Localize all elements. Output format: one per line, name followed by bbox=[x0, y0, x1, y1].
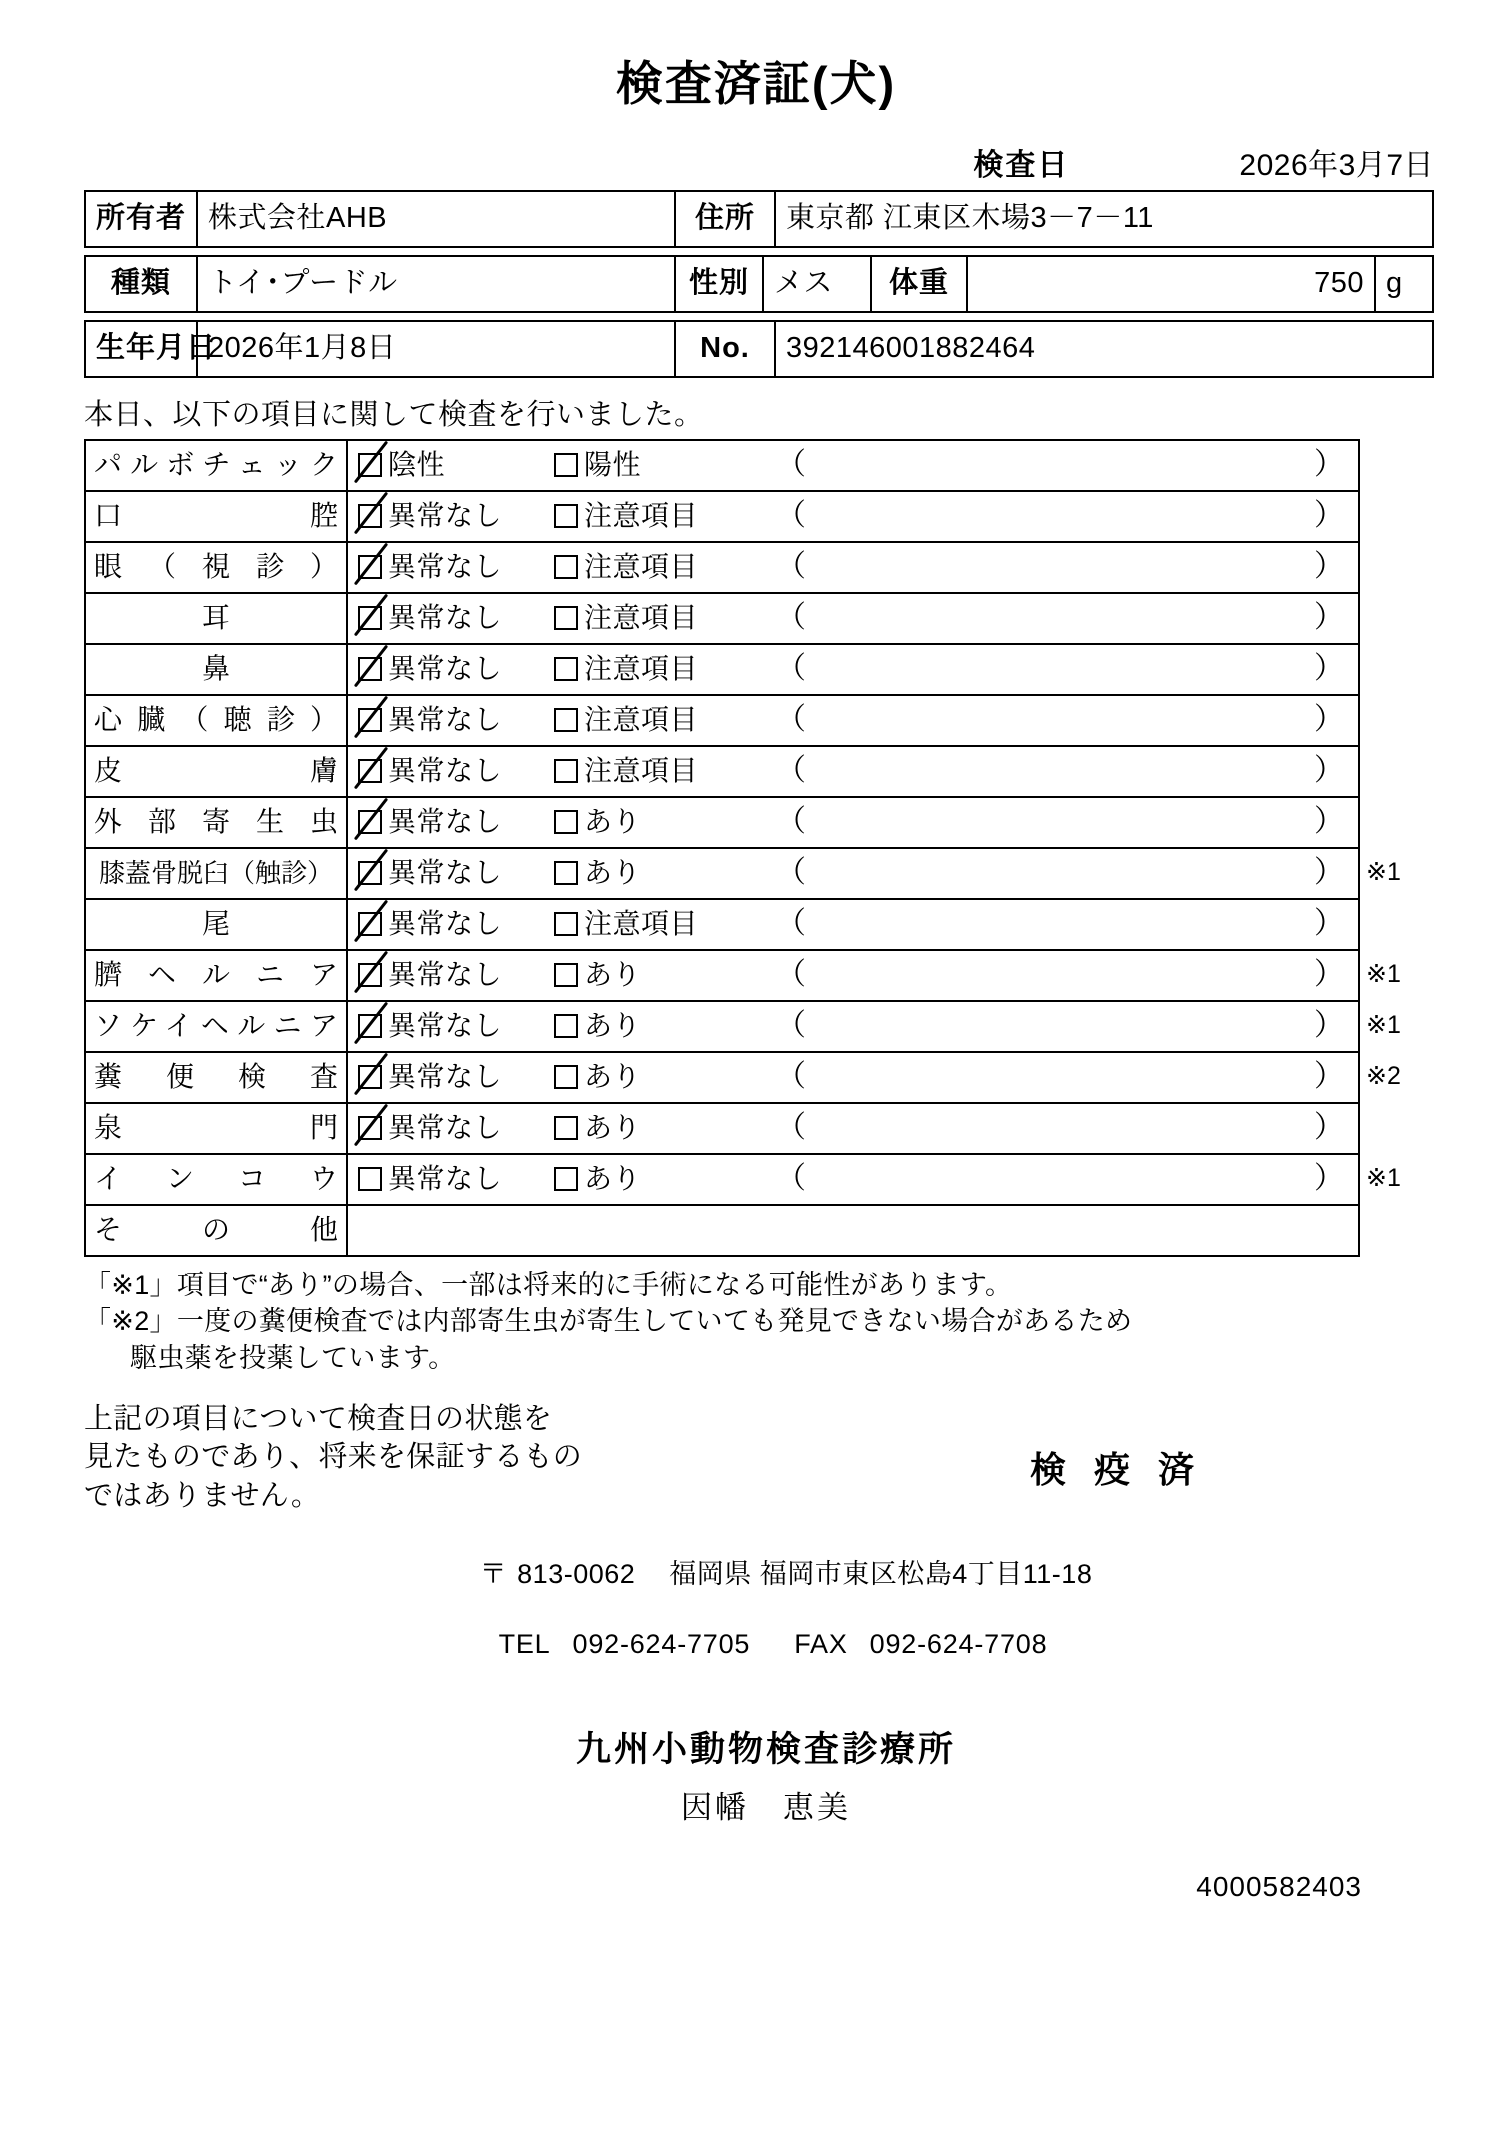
paren-open: （ bbox=[776, 601, 806, 635]
footnote-marker: ※1 bbox=[1366, 1163, 1401, 1192]
checkbox-icon[interactable] bbox=[554, 963, 578, 987]
checklist-item-options bbox=[347, 1154, 1359, 1205]
checklist-row bbox=[85, 797, 1359, 848]
checklist-item-options bbox=[347, 797, 1359, 848]
footnote-marker bbox=[1366, 490, 1476, 541]
option-abnormal[interactable] bbox=[554, 502, 776, 530]
option-normal[interactable] bbox=[358, 502, 554, 530]
checklist-item-label: 外部寄生虫 bbox=[85, 797, 347, 848]
option-label: あり bbox=[584, 959, 642, 991]
paren-open: （ bbox=[776, 703, 806, 737]
owner-value: 株式会社AHB bbox=[197, 191, 675, 247]
footnote-1: 「※1」項目で“あり”の場合、一部は将来的に手術になる可能性があります。 bbox=[84, 1269, 1013, 1300]
option-abnormal[interactable] bbox=[554, 451, 776, 479]
option-label: 異常なし bbox=[388, 959, 503, 991]
sex-label: 性別 bbox=[675, 256, 763, 312]
checkbox-icon[interactable] bbox=[554, 504, 578, 528]
clinic-zip: 813-0062 bbox=[517, 1559, 636, 1589]
remarks-field[interactable] bbox=[776, 501, 1358, 531]
option-normal[interactable] bbox=[358, 961, 554, 989]
footnote-marker bbox=[1366, 694, 1476, 745]
checklist-item-options bbox=[347, 644, 1359, 695]
checklist-item-options bbox=[347, 491, 1359, 542]
owner-label: 所有者 bbox=[85, 191, 197, 247]
checklist-item-label: 心臓（聴診） bbox=[85, 695, 347, 746]
checklist-row bbox=[85, 848, 1359, 899]
checklist-row bbox=[85, 1103, 1359, 1154]
option-normal[interactable] bbox=[358, 553, 554, 581]
option-label: あり bbox=[584, 1112, 642, 1144]
checkbox-icon[interactable] bbox=[554, 606, 578, 630]
option-label: あり bbox=[584, 857, 642, 889]
footnote-marker bbox=[1366, 541, 1476, 592]
remarks-field[interactable] bbox=[776, 909, 1358, 939]
option-label: 異常なし bbox=[388, 704, 503, 736]
paren-close: ） bbox=[1314, 652, 1344, 686]
footnote-marker bbox=[1366, 1102, 1476, 1153]
checklist-item-label: 臍ヘルニア bbox=[85, 950, 347, 1001]
checkbox-checked-icon[interactable] bbox=[358, 912, 382, 936]
checklist-row-other bbox=[85, 1205, 1359, 1256]
paren-close: ） bbox=[1314, 1162, 1344, 1196]
paren-close: ） bbox=[1314, 1060, 1344, 1094]
option-abnormal[interactable] bbox=[554, 1165, 776, 1193]
disclaimer-line-3: ではありません。 bbox=[84, 1479, 321, 1512]
footnote-marker: ※1 bbox=[1366, 959, 1401, 988]
remarks-field[interactable] bbox=[776, 552, 1358, 582]
checklist-item-options bbox=[347, 1103, 1359, 1154]
remarks-field[interactable] bbox=[776, 756, 1358, 786]
option-label: 注意項目 bbox=[584, 704, 699, 736]
paren-open: （ bbox=[776, 856, 806, 890]
weight-label: 体重 bbox=[871, 256, 967, 312]
checklist-item-options bbox=[347, 542, 1359, 593]
remarks-field[interactable] bbox=[776, 1011, 1358, 1041]
checklist-item-options bbox=[347, 1052, 1359, 1103]
animal-table bbox=[84, 255, 1434, 313]
option-normal[interactable] bbox=[358, 757, 554, 785]
paren-open: （ bbox=[776, 958, 806, 992]
address-label: 住所 bbox=[675, 191, 775, 247]
checklist-row bbox=[85, 491, 1359, 542]
breed-label: 種類 bbox=[85, 256, 197, 312]
remarks-field[interactable] bbox=[776, 1062, 1358, 1092]
paren-open: （ bbox=[776, 754, 806, 788]
footnote-2: 「※2」一度の糞便検査では内部寄生虫が寄生していても発見できない場合があるため bbox=[84, 1306, 1133, 1337]
checklist-item-label: パルボチェック bbox=[85, 440, 347, 491]
checkbox-icon[interactable] bbox=[554, 1167, 578, 1191]
checkbox-checked-icon[interactable] bbox=[358, 708, 382, 732]
option-label: 異常なし bbox=[388, 1163, 503, 1195]
option-label: 異常なし bbox=[388, 602, 503, 634]
option-abnormal[interactable] bbox=[554, 1012, 776, 1040]
table-row bbox=[85, 321, 1433, 377]
checkbox-checked-icon[interactable] bbox=[358, 555, 382, 579]
checklist-item-options bbox=[347, 1001, 1359, 1052]
sex-value: メス bbox=[763, 256, 871, 312]
option-label: 異常なし bbox=[388, 1061, 503, 1093]
quarantine-stamp: 検 疫 済 bbox=[1030, 1449, 1204, 1490]
disclaimer-line-1: 上記の項目について検査日の状態を bbox=[84, 1403, 553, 1435]
checkbox-checked-icon[interactable] bbox=[358, 1065, 382, 1089]
paren-close: ） bbox=[1314, 550, 1344, 584]
checklist-item-options bbox=[347, 899, 1359, 950]
option-normal[interactable] bbox=[358, 604, 554, 632]
option-abnormal[interactable] bbox=[554, 757, 776, 785]
disclaimer-text bbox=[84, 1400, 582, 1515]
checklist-item-label: 口 腔 bbox=[85, 491, 347, 542]
checklist-row bbox=[85, 695, 1359, 746]
paren-close: ） bbox=[1314, 1111, 1344, 1145]
checkbox-checked-icon[interactable] bbox=[358, 504, 382, 528]
checklist-row bbox=[85, 950, 1359, 1001]
other-label: そ の 他 bbox=[85, 1205, 347, 1256]
paren-close: ） bbox=[1314, 1009, 1344, 1043]
footnote-marker bbox=[1366, 796, 1476, 847]
checkbox-icon[interactable] bbox=[554, 555, 578, 579]
option-abnormal[interactable] bbox=[554, 1063, 776, 1091]
option-abnormal[interactable] bbox=[554, 553, 776, 581]
footnote-marker: ※1 bbox=[1366, 857, 1401, 886]
checklist-item-label: 膝蓋骨脱臼（触診） bbox=[85, 848, 347, 899]
checkbox-checked-icon[interactable] bbox=[358, 861, 382, 885]
option-label: あり bbox=[584, 1010, 642, 1042]
checklist-table bbox=[84, 439, 1360, 1257]
breed-value: トイ･プードル bbox=[197, 256, 675, 312]
checkbox-checked-icon[interactable] bbox=[358, 810, 382, 834]
checklist-item-label: 鼻 bbox=[85, 644, 347, 695]
exam-date-row bbox=[0, 140, 1434, 184]
option-normal[interactable] bbox=[358, 1114, 554, 1142]
footnote-marker bbox=[1366, 898, 1476, 949]
clinic-name: 九州小動物検査診療所 bbox=[575, 1730, 956, 1769]
page-title: 検査済証(犬) bbox=[615, 57, 897, 110]
paren-close: ） bbox=[1314, 601, 1344, 635]
footnote-marker bbox=[1366, 745, 1476, 796]
table-row bbox=[85, 256, 1433, 312]
option-label: あり bbox=[584, 1163, 642, 1195]
checklist-row bbox=[85, 1001, 1359, 1052]
document-serial-number: 4000582403 bbox=[1196, 1871, 1362, 1902]
option-label: 異常なし bbox=[388, 908, 503, 940]
paren-close: ） bbox=[1314, 958, 1344, 992]
tel-number: 092-624-7705 bbox=[572, 1629, 751, 1659]
paren-close: ） bbox=[1314, 703, 1344, 737]
option-abnormal[interactable] bbox=[554, 655, 776, 683]
checklist-item-options bbox=[347, 593, 1359, 644]
option-normal[interactable] bbox=[358, 910, 554, 938]
fax-number: 092-624-7708 bbox=[869, 1629, 1048, 1659]
paren-open: （ bbox=[776, 907, 806, 941]
remarks-field[interactable] bbox=[776, 654, 1358, 684]
option-normal[interactable] bbox=[358, 1063, 554, 1091]
birthdate-value: 2026年1月8日 bbox=[197, 321, 675, 377]
remarks-field[interactable] bbox=[776, 807, 1358, 837]
footnote-marker bbox=[1366, 643, 1476, 694]
option-label: 異常なし bbox=[388, 806, 503, 838]
checklist-item-label: 皮 膚 bbox=[85, 746, 347, 797]
footnote-marker bbox=[1366, 592, 1476, 643]
option-label: 異常なし bbox=[388, 755, 503, 787]
option-normal[interactable] bbox=[358, 1165, 554, 1193]
checklist-item-label: 糞便検査 bbox=[85, 1052, 347, 1103]
paren-open: （ bbox=[776, 1111, 806, 1145]
checklist-item-label: ソケイヘルニア bbox=[85, 1001, 347, 1052]
weight-value: 750 bbox=[967, 256, 1375, 312]
checklist-item-options bbox=[347, 440, 1359, 491]
checklist-row bbox=[85, 644, 1359, 695]
checkbox-icon[interactable] bbox=[554, 810, 578, 834]
birth-table bbox=[84, 320, 1434, 378]
clinic-contact bbox=[0, 1629, 1512, 1660]
footnote-marker bbox=[1366, 439, 1476, 490]
checklist-section bbox=[84, 439, 1434, 1257]
veterinarian-name: 因幡 恵美 bbox=[681, 1790, 851, 1825]
paren-close: ） bbox=[1314, 754, 1344, 788]
footnote-marker: ※1 bbox=[1366, 1010, 1401, 1039]
footnote-marker: ※2 bbox=[1366, 1061, 1401, 1090]
paren-open: （ bbox=[776, 448, 806, 482]
footnotes bbox=[84, 1267, 1512, 1376]
remarks-field[interactable] bbox=[776, 1164, 1358, 1194]
paren-open: （ bbox=[776, 1162, 806, 1196]
option-label: 異常なし bbox=[388, 1010, 503, 1042]
registration-no-value: 392146001882464 bbox=[775, 321, 1433, 377]
checklist-row bbox=[85, 593, 1359, 644]
other-value[interactable] bbox=[347, 1205, 1359, 1256]
option-label: あり bbox=[584, 806, 642, 838]
checkbox-icon[interactable] bbox=[554, 1065, 578, 1089]
clinic-address-text: 福岡県 福岡市東区松島4丁目11-18 bbox=[669, 1559, 1093, 1589]
checklist-item-options bbox=[347, 746, 1359, 797]
paren-open: （ bbox=[776, 652, 806, 686]
option-normal[interactable] bbox=[358, 706, 554, 734]
option-label: 異常なし bbox=[388, 551, 503, 583]
paren-close: ） bbox=[1314, 805, 1344, 839]
option-label: 異常なし bbox=[388, 1112, 503, 1144]
postal-mark-icon: 〒 bbox=[479, 1559, 508, 1589]
option-normal[interactable] bbox=[358, 451, 554, 479]
checklist-item-label: 耳 bbox=[85, 593, 347, 644]
option-abnormal[interactable] bbox=[554, 808, 776, 836]
birthdate-label: 生年月日 bbox=[85, 321, 197, 377]
tel-label: TEL bbox=[498, 1629, 551, 1659]
paren-close: ） bbox=[1314, 856, 1344, 890]
checkbox-checked-icon[interactable] bbox=[358, 1014, 382, 1038]
option-label: 陽性 bbox=[584, 449, 642, 481]
checkbox-icon[interactable] bbox=[554, 1014, 578, 1038]
address-value: 東京都 江東区木場3－7－11 bbox=[775, 191, 1433, 247]
checkbox-icon[interactable] bbox=[554, 657, 578, 681]
checkbox-checked-icon[interactable] bbox=[358, 657, 382, 681]
option-label: あり bbox=[584, 1061, 642, 1093]
exam-date-value: 2026年3月7日 bbox=[1239, 148, 1434, 182]
registration-no-label: No. bbox=[675, 321, 775, 377]
remarks-field[interactable] bbox=[776, 960, 1358, 990]
paren-close: ） bbox=[1314, 499, 1344, 533]
option-abnormal[interactable] bbox=[554, 706, 776, 734]
option-label: 異常なし bbox=[388, 653, 503, 685]
option-label: 注意項目 bbox=[584, 908, 699, 940]
disclaimer-line-2: 見たものであり、将来を保証するもの bbox=[84, 1441, 583, 1474]
checklist-row bbox=[85, 746, 1359, 797]
checklist-row bbox=[85, 440, 1359, 491]
remarks-field[interactable] bbox=[776, 858, 1358, 888]
checklist-item-label: 眼（視診） bbox=[85, 542, 347, 593]
paren-close: ） bbox=[1314, 907, 1344, 941]
option-label: 注意項目 bbox=[584, 653, 699, 685]
option-normal[interactable] bbox=[358, 655, 554, 683]
checkbox-checked-icon[interactable] bbox=[358, 1116, 382, 1140]
checkbox-icon[interactable] bbox=[554, 453, 578, 477]
checklist-row bbox=[85, 1052, 1359, 1103]
checklist-item-options bbox=[347, 950, 1359, 1001]
option-abnormal[interactable] bbox=[554, 859, 776, 887]
checklist-item-label: 泉 門 bbox=[85, 1103, 347, 1154]
checklist-item-label: インコウ bbox=[85, 1154, 347, 1205]
footnote-marker-column bbox=[1366, 439, 1476, 1204]
option-label: 注意項目 bbox=[584, 755, 699, 787]
remarks-field[interactable] bbox=[776, 450, 1358, 480]
option-label: 注意項目 bbox=[584, 551, 699, 583]
checkbox-icon[interactable] bbox=[358, 1167, 382, 1191]
option-normal[interactable] bbox=[358, 808, 554, 836]
footnote-2-cont: 駆虫薬を投薬しています。 bbox=[130, 1342, 456, 1373]
option-label: 異常なし bbox=[388, 857, 503, 889]
checklist-item-options bbox=[347, 695, 1359, 746]
option-label: 異常なし bbox=[388, 500, 503, 532]
paren-close: ） bbox=[1314, 448, 1344, 482]
checklist-row bbox=[85, 542, 1359, 593]
checkbox-checked-icon[interactable] bbox=[358, 759, 382, 783]
option-abnormal[interactable] bbox=[554, 1114, 776, 1142]
owner-table bbox=[84, 190, 1434, 248]
checkbox-checked-icon[interactable] bbox=[358, 606, 382, 630]
option-label: 陰性 bbox=[388, 449, 446, 481]
checkbox-checked-icon[interactable] bbox=[358, 963, 382, 987]
checkbox-icon[interactable] bbox=[554, 759, 578, 783]
option-abnormal[interactable] bbox=[554, 961, 776, 989]
option-label: 注意項目 bbox=[584, 500, 699, 532]
checklist-row bbox=[85, 899, 1359, 950]
option-normal[interactable] bbox=[358, 1012, 554, 1040]
remarks-field[interactable] bbox=[776, 1113, 1358, 1143]
checkbox-icon[interactable] bbox=[554, 861, 578, 885]
option-normal[interactable] bbox=[358, 859, 554, 887]
paren-open: （ bbox=[776, 550, 806, 584]
paren-open: （ bbox=[776, 1060, 806, 1094]
disclaimer-block bbox=[0, 1400, 1512, 1530]
paren-open: （ bbox=[776, 1009, 806, 1043]
option-label: 注意項目 bbox=[584, 602, 699, 634]
fax-label: FAX bbox=[794, 1629, 848, 1659]
checkbox-icon[interactable] bbox=[554, 912, 578, 936]
exam-date-label: 検査日 bbox=[973, 148, 1070, 182]
checkbox-icon[interactable] bbox=[554, 1116, 578, 1140]
checkbox-checked-icon[interactable] bbox=[358, 453, 382, 477]
remarks-field[interactable] bbox=[776, 705, 1358, 735]
checkbox-icon[interactable] bbox=[554, 708, 578, 732]
checklist-item-label: 尾 bbox=[85, 899, 347, 950]
weight-unit: g bbox=[1375, 256, 1433, 312]
option-abnormal[interactable] bbox=[554, 910, 776, 938]
paren-open: （ bbox=[776, 499, 806, 533]
clinic-address bbox=[0, 1552, 1512, 1591]
remarks-field[interactable] bbox=[776, 603, 1358, 633]
paren-open: （ bbox=[776, 805, 806, 839]
inspection-statement: 本日、以下の項目に関して検査を行いました。 bbox=[84, 398, 704, 431]
info-tables bbox=[84, 190, 1434, 378]
checklist-row bbox=[85, 1154, 1359, 1205]
table-row bbox=[85, 191, 1433, 247]
option-abnormal[interactable] bbox=[554, 604, 776, 632]
checklist-item-options bbox=[347, 848, 1359, 899]
